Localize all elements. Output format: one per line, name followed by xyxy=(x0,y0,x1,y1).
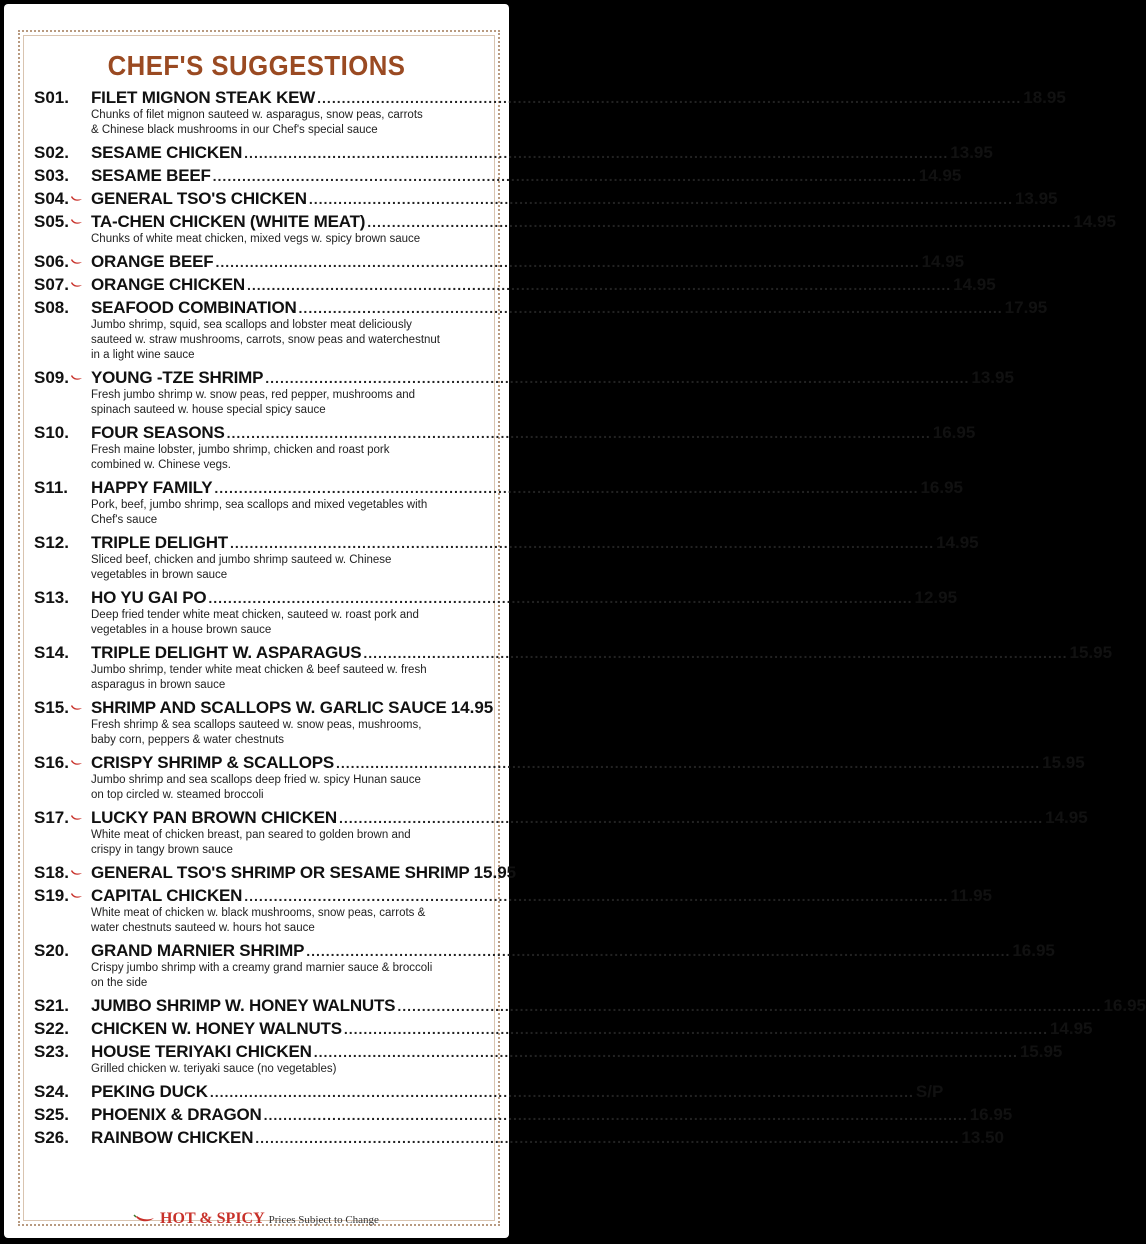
item-description: Deep fried tender white meat chicken, sauteed w. roast pork and vegetables in a house brown sauce xyxy=(91,609,419,636)
item-name: RAINBOW CHICKEN xyxy=(91,1128,254,1147)
dot-leader xyxy=(314,1041,1018,1064)
dot-leader xyxy=(255,1127,959,1150)
menu-item-row xyxy=(34,296,1048,319)
item-name: YOUNG -TZE SHRIMP xyxy=(91,368,264,387)
menu-item xyxy=(34,273,996,296)
menu-item-row xyxy=(34,210,1116,233)
item-price: 14.95 xyxy=(936,533,979,552)
dot-leader xyxy=(336,752,1040,775)
menu-item xyxy=(34,366,1014,421)
item-name: CAPITAL CHICKEN xyxy=(91,886,243,905)
item-name: CRISPY SHRIMP & SCALLOPS xyxy=(91,753,335,772)
dot-leader xyxy=(213,165,917,188)
menu-item xyxy=(34,1040,1063,1080)
menu-item-row xyxy=(34,861,517,884)
item-code: S12. xyxy=(34,533,69,552)
item-name-line xyxy=(91,1080,944,1104)
menu-item xyxy=(34,421,976,476)
item-name-line xyxy=(91,586,958,610)
item-description: Jumbo shrimp, tender white meat chicken & beef sauteed w. fresh asparagus in brown sauce xyxy=(91,664,427,691)
item-price: 15.95 xyxy=(1042,753,1085,772)
item-code: S18. xyxy=(34,863,69,882)
item-description: Fresh maine lobster, jumbo shrimp, chicken and roast pork combined w. Chinese vegs. xyxy=(91,444,390,471)
item-name: PHOENIX & DRAGON xyxy=(91,1105,262,1124)
item-name-line xyxy=(91,1040,1063,1064)
menu-item xyxy=(34,1080,944,1103)
item-name: SESAME BEEF xyxy=(91,166,211,185)
item-name-line xyxy=(91,86,1066,110)
item-description: Sliced beef, chicken and jumbo shrimp sauteed w. Chinese vegetables in brown sauce xyxy=(91,554,392,581)
dot-leader xyxy=(247,274,951,297)
menu-item-row xyxy=(34,476,964,499)
dot-leader xyxy=(363,642,1067,665)
item-description: Pork, beef, jumbo shrimp, sea scallops and mixed vegetables with Chef's sauce xyxy=(91,499,428,526)
item-name-line xyxy=(91,1017,1093,1041)
item-name-line xyxy=(91,210,1116,234)
menu-item-row xyxy=(34,187,1058,210)
item-code: S10. xyxy=(34,423,69,442)
menu-item xyxy=(34,884,992,939)
item-name: GRAND MARNIER SHRIMP xyxy=(91,941,305,960)
item-price: 16.95 xyxy=(1012,941,1055,960)
item-price: 11.95 xyxy=(950,886,992,905)
dot-leader xyxy=(397,995,1101,1018)
item-price: 13.95 xyxy=(950,143,993,162)
item-description: Jumbo shrimp, squid, sea scallops and lobster meat deliciously sauteed w. straw mushrooms, carrots, snow peas and waterchestnut in a light wine sauce xyxy=(91,319,440,361)
item-price: 17.95 xyxy=(1004,298,1048,317)
item-description: White meat of chicken w. black mushrooms, snow peas, carrots & water chestnuts sauteed w. hours hot sauce xyxy=(91,907,426,934)
menu-item xyxy=(34,751,1085,806)
item-code: S14. xyxy=(34,643,69,662)
item-price: 13.50 xyxy=(961,1128,1004,1147)
item-name-line xyxy=(91,296,1048,320)
menu-page xyxy=(4,4,1146,1238)
menu-item-row xyxy=(34,366,1014,389)
item-name: SHRIMP AND SCALLOPS W. GARLIC SAUCE xyxy=(91,698,447,717)
item-name-line xyxy=(91,939,1055,963)
item-name-line xyxy=(91,141,993,165)
chili-pepper-icon xyxy=(70,259,82,265)
item-price: 14.95 xyxy=(918,166,962,185)
chili-pepper-icon xyxy=(70,219,82,225)
item-price: 12.95 xyxy=(914,588,958,607)
menu-title: CHEF'S SUGGESTIONS xyxy=(107,50,406,81)
item-code: S08. xyxy=(34,298,69,317)
item-name: TRIPLE DELIGHT W. ASPARAGUS xyxy=(91,643,362,662)
item-price: 16.95 xyxy=(1103,996,1146,1015)
item-code: S23. xyxy=(34,1042,69,1061)
menu-item-row xyxy=(34,1103,1013,1126)
item-code: S16. xyxy=(34,753,69,772)
item-price: 13.95 xyxy=(971,368,1014,387)
item-code: S13. xyxy=(34,588,69,607)
item-description: Chunks of filet mignon sauteed w. asparagus, snow peas, carrots & Chinese black mushrooms in our Chef's special sauce xyxy=(91,109,423,136)
item-price: 15.95 xyxy=(473,863,517,882)
item-description: Chunks of white meat chicken, mixed vegs w. spicy brown sauce xyxy=(91,233,421,245)
item-name-line xyxy=(91,1126,1004,1150)
menu-item xyxy=(34,806,1088,861)
item-name: JUMBO SHRIMP W. HONEY WALNUTS xyxy=(91,996,396,1015)
item-code: S21. xyxy=(34,996,69,1015)
item-name-line xyxy=(91,641,1113,665)
dot-leader xyxy=(244,885,948,908)
item-name: HOUSE TERIYAKI CHICKEN xyxy=(91,1042,312,1061)
menu-item xyxy=(34,86,1066,141)
item-description: White meat of chicken breast, pan seared to golden brown and crispy in tangy brown sauce xyxy=(91,829,411,856)
menu-list xyxy=(34,86,1146,1149)
item-price: 15.95 xyxy=(1019,1042,1063,1061)
menu-item-row xyxy=(34,164,962,187)
item-code: S03. xyxy=(34,166,69,185)
item-code: S05. xyxy=(34,212,69,231)
dot-leader xyxy=(244,142,948,165)
footer xyxy=(4,1210,509,1228)
item-name: SESAME CHICKEN xyxy=(91,143,243,162)
menu-item xyxy=(34,187,1058,210)
item-code: S06. xyxy=(34,252,69,271)
item-name: FOUR SEASONS xyxy=(91,423,225,442)
item-price: 14.95 xyxy=(450,698,494,717)
item-name: HO YU GAI PO xyxy=(91,588,207,607)
chili-pepper-icon xyxy=(70,375,82,381)
menu-item xyxy=(34,141,993,164)
item-code: S04. xyxy=(34,189,69,208)
dot-leader xyxy=(215,251,919,274)
item-name-line xyxy=(91,273,996,297)
item-price: S/P xyxy=(915,1082,944,1101)
menu-item-row xyxy=(34,86,1066,109)
item-name: TRIPLE DELIGHT xyxy=(91,533,228,552)
dot-leader xyxy=(230,532,934,555)
item-name-line xyxy=(91,994,1146,1018)
item-code: S15. xyxy=(34,698,69,717)
menu-item-row xyxy=(34,1017,1093,1040)
chili-pepper-icon xyxy=(70,893,82,899)
dot-leader xyxy=(214,477,918,500)
item-code: S26. xyxy=(34,1128,69,1147)
menu-item xyxy=(34,861,517,884)
item-price: 16.95 xyxy=(920,478,964,497)
menu-item-row xyxy=(34,273,996,296)
menu-item xyxy=(34,586,958,641)
chili-pepper-icon xyxy=(70,196,82,202)
price-note: Prices Subject to Change xyxy=(268,1214,379,1226)
menu-item-row xyxy=(34,641,1113,664)
menu-item-row xyxy=(34,531,979,554)
item-name: ORANGE CHICKEN xyxy=(91,275,245,294)
item-code: S25. xyxy=(34,1105,69,1124)
menu-item xyxy=(34,1126,1004,1149)
item-price: 18.95 xyxy=(1023,88,1066,107)
menu-item xyxy=(34,164,962,187)
menu-item-row xyxy=(34,806,1088,829)
chili-pepper-icon xyxy=(70,815,82,821)
item-name: FILET MIGNON STEAK KEW xyxy=(91,88,316,107)
item-description: Jumbo shrimp and sea scallops deep fried w. spicy Hunan sauce on top circled w. steamed broccoli xyxy=(91,774,421,801)
item-name: TA-CHEN CHICKEN (WHITE MEAT) xyxy=(91,212,366,231)
chili-pepper-icon xyxy=(70,760,82,766)
item-price: 15.95 xyxy=(1069,643,1113,662)
menu-item-row xyxy=(34,1040,1063,1063)
item-price: 14.95 xyxy=(1049,1019,1093,1038)
menu-item xyxy=(34,994,1146,1017)
menu-item-row xyxy=(34,421,976,444)
menu-item xyxy=(34,296,1048,366)
item-name: ORANGE BEEF xyxy=(91,252,214,271)
dot-leader xyxy=(265,367,969,390)
item-code: S22. xyxy=(34,1019,69,1038)
menu-item-row xyxy=(34,586,958,609)
item-name-line xyxy=(91,531,979,555)
item-description: Fresh shrimp & sea scallops sauteed w. snow peas, mushrooms, baby corn, peppers & water chestnuts xyxy=(91,719,422,746)
menu-item-row xyxy=(34,141,993,164)
item-name: LUCKY PAN BROWN CHICKEN xyxy=(91,808,337,827)
dot-leader xyxy=(367,211,1071,234)
item-name: GENERAL TSO'S SHRIMP OR SESAME SHRIMP xyxy=(91,863,470,882)
item-name-line xyxy=(91,164,962,188)
menu-item xyxy=(34,641,1113,696)
chili-pepper-icon xyxy=(70,870,82,876)
dot-leader xyxy=(299,297,1003,320)
menu-item-row xyxy=(34,1080,944,1103)
menu-item xyxy=(34,531,979,586)
menu-item xyxy=(34,210,1116,250)
item-name-line xyxy=(91,366,1014,390)
menu-item-row xyxy=(34,751,1085,774)
item-description: Grilled chicken w. teriyaki sauce (no vegetables) xyxy=(91,1063,337,1075)
item-name-line xyxy=(91,187,1058,211)
item-code: S24. xyxy=(34,1082,69,1101)
dot-leader xyxy=(208,587,912,610)
menu-item-row xyxy=(34,884,992,907)
item-price: 13.95 xyxy=(1014,189,1058,208)
menu-item-row xyxy=(34,250,965,273)
menu-item-row xyxy=(34,939,1055,962)
item-name-line xyxy=(91,421,976,445)
hot-spicy-label: HOT & SPICY xyxy=(160,1210,265,1227)
chili-pepper-icon xyxy=(70,705,82,711)
menu-item xyxy=(34,696,494,751)
item-name-line xyxy=(91,1103,1013,1127)
item-name: PEKING DUCK xyxy=(91,1082,208,1101)
menu-item xyxy=(34,476,964,531)
chili-pepper-icon xyxy=(70,282,82,288)
item-name-line xyxy=(91,884,992,908)
item-code: S20. xyxy=(34,941,69,960)
item-name-line xyxy=(91,751,1085,775)
item-name-line xyxy=(91,696,494,720)
item-code: S11. xyxy=(34,478,69,497)
item-name-line xyxy=(91,806,1088,830)
dot-leader xyxy=(227,422,931,445)
item-price: 14.95 xyxy=(953,275,996,294)
dot-leader xyxy=(309,188,1013,211)
dot-leader xyxy=(317,87,1021,110)
dot-leader xyxy=(306,940,1010,963)
item-name: CHICKEN W. HONEY WALNUTS xyxy=(91,1019,342,1038)
dot-leader xyxy=(210,1081,914,1104)
dot-leader xyxy=(344,1018,1048,1041)
item-description: Fresh jumbo shrimp w. snow peas, red pepper, mushrooms and spinach sauteed w. house special spicy sauce xyxy=(91,389,416,416)
item-code: S09. xyxy=(34,368,69,387)
menu-item-row xyxy=(34,1126,1004,1149)
item-name: SEAFOOD COMBINATION xyxy=(91,298,297,317)
dot-leader xyxy=(264,1104,968,1127)
menu-item xyxy=(34,250,965,273)
item-price: 14.95 xyxy=(921,252,965,271)
menu-item xyxy=(34,939,1055,994)
item-price: 16.95 xyxy=(932,423,976,442)
chili-pepper-icon xyxy=(134,1214,156,1224)
item-code: S07. xyxy=(34,275,69,294)
item-price: 16.95 xyxy=(969,1105,1013,1124)
item-code: S01. xyxy=(34,88,69,107)
item-name: HAPPY FAMILY xyxy=(91,478,213,497)
item-name-line xyxy=(91,861,517,885)
item-price: 14.95 xyxy=(1073,212,1116,231)
item-code: S17. xyxy=(34,808,69,827)
item-code: S19. xyxy=(34,886,69,905)
item-name-line xyxy=(91,476,964,500)
menu-item-row xyxy=(34,994,1146,1017)
item-description: Crispy jumbo shrimp with a creamy grand marnier sauce & broccoli on the side xyxy=(91,962,433,989)
item-name: GENERAL TSO'S CHICKEN xyxy=(91,189,307,208)
menu-item xyxy=(34,1103,1013,1126)
menu-item-row xyxy=(34,696,494,719)
menu-item xyxy=(34,1017,1093,1040)
item-name-line xyxy=(91,250,965,274)
item-price: 14.95 xyxy=(1045,808,1088,827)
dot-leader xyxy=(339,807,1043,830)
item-code: S02. xyxy=(34,143,69,162)
